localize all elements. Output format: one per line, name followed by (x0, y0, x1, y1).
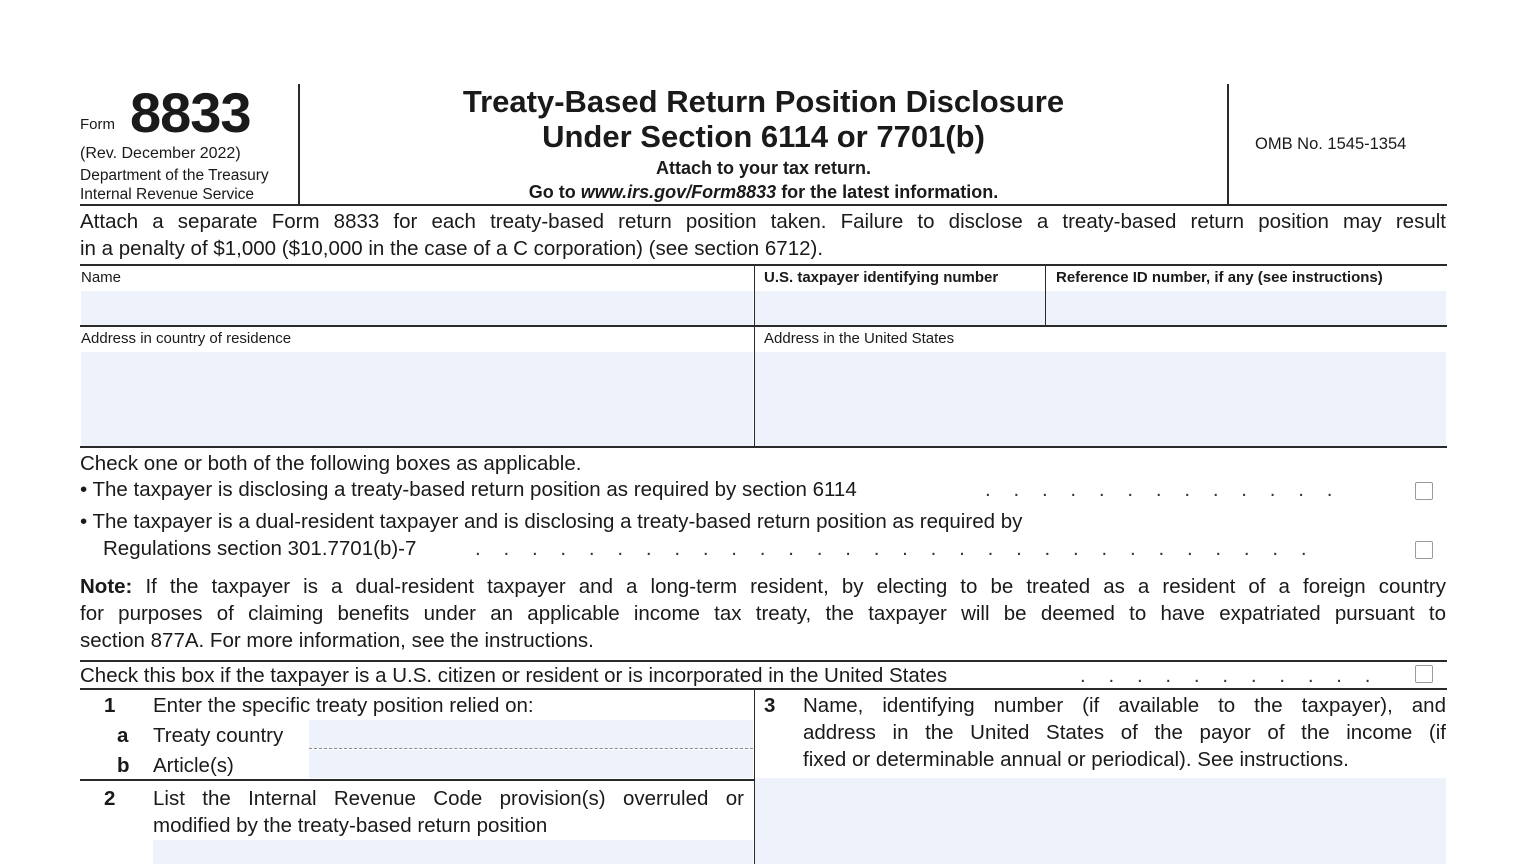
note-text-1: If the taxpayer is a dual-resident taxpayer and a long-term resident, by electing to be treated as a resident of a foreign country (132, 575, 1446, 598)
note-line-3: section 877A. For more information, see the instructions. (80, 629, 594, 652)
form-revision: (Rev. December 2022) (80, 145, 241, 162)
us-check-rule (80, 688, 1447, 690)
tin-field[interactable] (755, 291, 1045, 325)
us-person-check-label: Check this box if the taxpayer is a U.S. citizen or resident or is incorporated in the United States (80, 664, 948, 687)
note-line-1 (80, 575, 1446, 599)
check-6114-label: • The taxpayer is disclosing a treaty-based return position as required by section 6114 (80, 478, 857, 501)
reference-id-label: Reference ID number, if any (see instructions) (1056, 269, 1383, 286)
line-1a-letter: a (117, 724, 129, 747)
line-3-number: 3 (764, 694, 776, 717)
name-field[interactable] (81, 291, 753, 325)
reference-id-field[interactable] (1046, 291, 1446, 325)
treaty-article-field[interactable] (309, 750, 753, 778)
address-residence-label: Address in country of residence (81, 330, 292, 347)
tin-label: U.S. taxpayer identifying number (764, 269, 999, 286)
address-row-rule (80, 446, 1447, 448)
form-number: 8833 (130, 81, 251, 144)
check-dual-resident-label-cont: Regulations section 301.7701(b)-7 (103, 537, 417, 560)
check-dual-resident-label: • The taxpayer is a dual-resident taxpayer and is disclosing a treaty-based return position as required by (80, 510, 1023, 533)
checkbox-dual-resident[interactable] (1415, 541, 1433, 559)
line-1-text: Enter the specific treaty position relied on: (153, 694, 534, 717)
line-1b-text: Article(s) (153, 754, 234, 777)
address-us-label: Address in the United States (764, 330, 955, 347)
line-2-text-1: List the Internal Revenue Code provision(s) overruled or (153, 787, 744, 810)
omb-number: OMB No. 1545-1354 (1255, 135, 1407, 153)
address-us-field[interactable] (755, 352, 1446, 446)
form-title-line-2: Under Section 6114 or 7701(b) (542, 119, 985, 154)
line-2-number: 2 (104, 787, 116, 810)
leader-dots: . . . . . . . . . . . . . (985, 478, 1333, 501)
line-1-rule (80, 779, 755, 781)
intro-line-2: in a penalty of $1,000 ($10,000 in the case of a C corporation) (see section 6712). (80, 237, 824, 260)
line-2-text-2: modified by the treaty-based return position (153, 814, 548, 837)
agency-line-1: Department of the Treasury (80, 167, 269, 184)
line-1a-text: Treaty country (153, 724, 284, 747)
goto-instruction (300, 181, 1227, 203)
intro-rule (80, 264, 1447, 266)
treaty-country-field[interactable] (309, 720, 753, 749)
line-3-text-3: fixed or determinable annual or periodical). See instructions. (803, 748, 1349, 771)
header-divider-right (1227, 84, 1229, 204)
irc-provision-field[interactable] (153, 840, 753, 864)
name-row-rule (80, 325, 1447, 327)
leader-dots: . . . . . . . . . . . (1080, 664, 1371, 687)
form-word: Form (80, 116, 115, 133)
checkbox-us-person[interactable] (1415, 665, 1433, 683)
line-1-number: 1 (104, 694, 116, 717)
form-title-line-1: Treaty-Based Return Position Disclosure (462, 84, 1065, 119)
note-label: Note: (80, 575, 133, 598)
irs-form-link[interactable]: www.irs.gov/Form8833 (580, 182, 777, 202)
name-label: Name (81, 269, 122, 286)
address-residence-field[interactable] (81, 352, 753, 446)
line-3-text-1: Name, identifying number (if available to the taxpayer), and (803, 694, 1446, 717)
note-line-2: for purposes of claiming benefits under an applicable income tax treaty, the taxpayer will be deemed to have expatriated pursuant to (80, 602, 1446, 625)
header-rule (80, 204, 1447, 206)
intro-line-1: Attach a separate Form 8833 for each treaty-based return position taken. Failure to disclose a treaty-based return position may result (80, 210, 1446, 233)
attach-instruction: Attach to your tax return. (655, 158, 872, 178)
agency-line-2: Internal Revenue Service (80, 186, 255, 203)
note-rule (80, 660, 1447, 662)
line-3-text-2: address in the United States of the payor of the income (if (803, 721, 1446, 744)
leader-dots: . . . . . . . . . . . . . . . . . . . . . . . . . . . . . . (475, 537, 1307, 560)
line-1b-letter: b (117, 754, 130, 777)
goto-suffix: for the latest information. (776, 182, 999, 202)
checks-heading: Check one or both of the following boxes as applicable. (80, 452, 582, 475)
goto-prefix: Go to (528, 182, 581, 202)
checkbox-section-6114[interactable] (1415, 482, 1433, 500)
payor-info-field[interactable] (755, 778, 1446, 864)
